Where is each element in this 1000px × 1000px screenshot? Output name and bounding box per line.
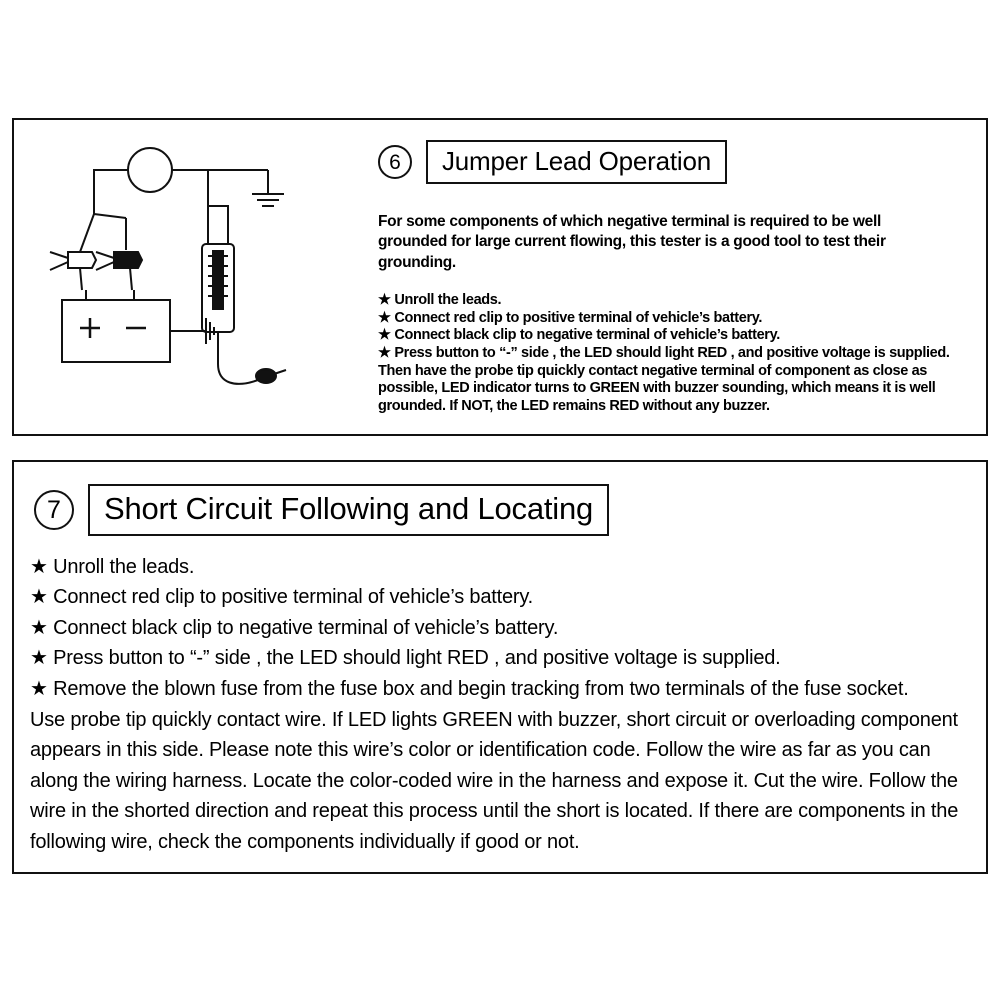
section-6-bullet-list bbox=[378, 292, 958, 416]
list-item: ★ Unroll the leads. bbox=[378, 292, 502, 308]
list-item: ★ Remove the blown fuse from the fuse box and begin tracking from two terminals of the fuse socket. bbox=[30, 677, 909, 700]
jumper-lead-wiring-diagram bbox=[22, 132, 362, 412]
list-item: ★ Press button to “-” side , the LED should light RED , and positive voltage is supplied. bbox=[30, 647, 781, 670]
section-7-heading bbox=[34, 484, 609, 536]
section-7-title-box bbox=[88, 484, 609, 536]
list-item: ★ Connect black clip to negative terminal of vehicle’s battery. bbox=[30, 616, 559, 639]
section-6-title: Jumper Lead Operation bbox=[442, 145, 711, 176]
section-6-heading bbox=[378, 140, 727, 184]
list-item: ★ Unroll the leads. bbox=[30, 556, 195, 578]
section-6-intro-text: For some components of which negative terminal is required to be well grounded for large current flowing, this tester is a good tool to test their grounding. bbox=[378, 213, 886, 271]
list-item: ★ Connect red clip to positive terminal of vehicle’s battery. bbox=[30, 586, 534, 609]
list-item: ★ Press button to “-” side , the LED should light RED , and positive voltage is supplied. Then have the probe tip quickly contact negative terminal of component as close as possible, LED indicator turns to GREEN with buzzer sounding, which means it is well grounded. If NOT, the LED remains RED without any buzzer. bbox=[378, 345, 950, 415]
list-item: ★ Connect red clip to positive terminal of vehicle’s battery. bbox=[378, 309, 763, 326]
section-6-number: 6 bbox=[378, 145, 412, 179]
section-7-paragraph: Use probe tip quickly contact wire. If LED lights GREEN with buzzer, short circuit or overloading component appears in this side. Please note this wire’s color or identification code. Follow the wire as far as you can along the wiring harness. Locate the color-coded wire in the harness and expose it. Cut the wire. Follow the wire in the shorted direction and repeat this process until the short is located. If there are components in the following wire, check the components individually if good or not. bbox=[30, 709, 959, 853]
section-7-number: 7 bbox=[34, 490, 74, 530]
section-7-title: Short Circuit Following and Locating bbox=[104, 491, 594, 526]
list-item: ★ Connect black clip to negative terminal of vehicle’s battery. bbox=[378, 327, 780, 344]
section-6-title-box bbox=[426, 140, 727, 184]
section-7-bullet-list bbox=[30, 552, 980, 704]
